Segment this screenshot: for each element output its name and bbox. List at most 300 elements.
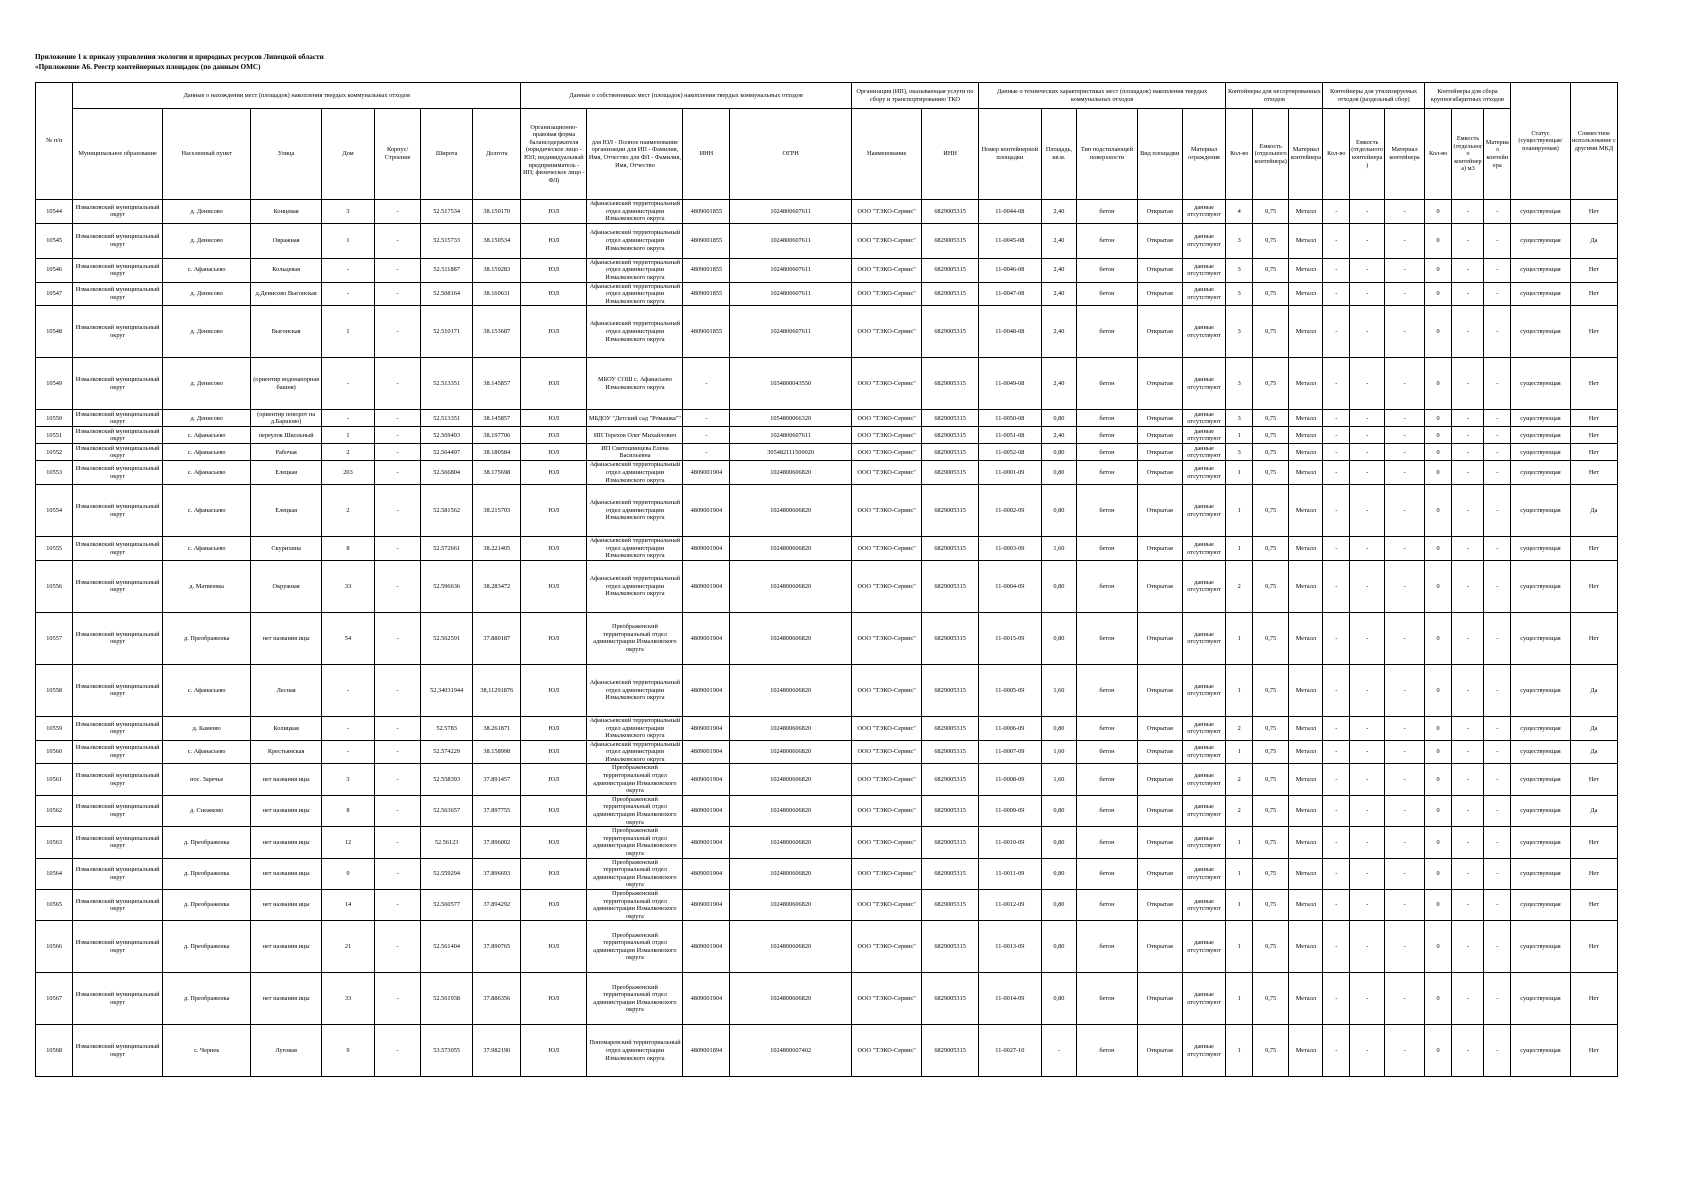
table-cell: 0 [1424, 223, 1452, 258]
table-cell: ЮЛ [521, 858, 587, 889]
table-cell: ЮЛ [521, 306, 587, 358]
table-cell: 10563 [36, 827, 73, 858]
table-cell: МБОУ СОШ с. Афанасьево Измалковского округа [587, 358, 683, 410]
table-cell: Нет [1570, 560, 1617, 612]
table-cell: 4809001904 [683, 827, 730, 858]
table-cell: 1 [321, 306, 374, 358]
table-cell: - [375, 461, 421, 485]
table-cell: Да [1570, 795, 1617, 826]
table-cell: 1,60 [1041, 664, 1076, 716]
table-cell: с. Афанасьево [162, 537, 251, 561]
table-cell: Металл [1289, 485, 1323, 537]
table-cell: 1 [1226, 537, 1253, 561]
table-cell: - [1385, 282, 1424, 306]
table-cell: 4809001904 [683, 889, 730, 920]
table-cell: данные отсутствуют [1182, 664, 1226, 716]
table-cell: - [1385, 410, 1424, 427]
table-cell: 0,75 [1253, 306, 1289, 358]
table-cell: - [1385, 444, 1424, 461]
table-cell: - [1323, 223, 1350, 258]
table-cell: 1,60 [1041, 537, 1076, 561]
table-cell: 11-0015-09 [978, 612, 1041, 664]
table-cell: ООО "ТЭКО-Сервис" [851, 306, 921, 358]
table-cell: - [1385, 427, 1424, 444]
table-cell: данные отсутствуют [1182, 795, 1226, 826]
table-cell: 4809001855 [683, 200, 730, 224]
table-cell: 1,60 [1041, 740, 1076, 764]
table-cell: 1 [1226, 612, 1253, 664]
table-cell: 2 [1226, 764, 1253, 795]
table-cell: 6829005315 [922, 358, 979, 410]
table-cell: 1 [1226, 973, 1253, 1025]
table-cell: - [375, 306, 421, 358]
table-cell: - [1452, 795, 1484, 826]
table-cell: ЮЛ [521, 612, 587, 664]
table-cell: ЮЛ [521, 200, 587, 224]
table-cell: д. Снежково [162, 795, 251, 826]
table-cell: д. Преображенка [162, 827, 251, 858]
table-cell: Измалковский муниципальный округ [73, 200, 163, 224]
table-cell: - [1323, 444, 1350, 461]
table-cell: Преображенский территориальный отдел администрации Измалковского округа [587, 921, 683, 973]
table-cell: 11-0013-09 [978, 921, 1041, 973]
table-cell: 0,75 [1253, 358, 1289, 410]
table-cell: - [1350, 921, 1385, 973]
table-cell: 52.574229 [421, 740, 473, 764]
table-cell: 52.562591 [421, 612, 473, 664]
table-cell: - [1350, 258, 1385, 282]
table-cell: 0,80 [1041, 858, 1076, 889]
table-cell: Измалковский муниципальный округ [73, 921, 163, 973]
table-cell: Измалковский муниципальный округ [73, 358, 163, 410]
table-cell: Металл [1289, 200, 1323, 224]
table-cell: 0 [1424, 664, 1452, 716]
table-cell: существующая [1511, 740, 1571, 764]
table-cell: данные отсутствуют [1182, 444, 1226, 461]
table-cell: 1024800606820 [730, 461, 852, 485]
table-cell: 0 [1424, 410, 1452, 427]
header-num: № п/п [36, 83, 73, 200]
table-cell: Овражная [251, 223, 321, 258]
table-cell: д. Денисово [162, 223, 251, 258]
table-cell: Измалковский муниципальный округ [73, 612, 163, 664]
table-cell: 52,34031944 [421, 664, 473, 716]
table-cell: ЮЛ [521, 973, 587, 1025]
table-cell: 11-0011-09 [978, 858, 1041, 889]
table-cell: существующая [1511, 764, 1571, 795]
table-cell: 4809001904 [683, 740, 730, 764]
table-cell: - [1385, 461, 1424, 485]
table-cell: Афанасьевский территориальный отдел администрации Измалковского округа [587, 200, 683, 224]
table-cell: 0,80 [1041, 560, 1076, 612]
table-cell: 0 [1424, 889, 1452, 920]
table-cell: 0 [1424, 485, 1452, 537]
table-cell: бетон [1077, 223, 1138, 258]
table-cell: существующая [1511, 258, 1571, 282]
table-cell: - [1350, 664, 1385, 716]
table-cell: - [1484, 223, 1511, 258]
table-cell: - [1323, 858, 1350, 889]
table-cell: 4809001904 [683, 485, 730, 537]
table-cell: ООО "ТЭКО-Сервис" [851, 223, 921, 258]
table-row [36, 537, 1618, 561]
table-cell: - [1484, 716, 1511, 740]
table-cell: 1024800606820 [730, 858, 852, 889]
container-sites-registry-table [35, 82, 1618, 1077]
table-cell: Афанасьевский территориальный отдел администрации Измалковского округа [587, 461, 683, 485]
table-cell: 11-0046-08 [978, 258, 1041, 282]
table-cell: - [1350, 200, 1385, 224]
table-cell: 0,80 [1041, 889, 1076, 920]
table-cell: 52.517534 [421, 200, 473, 224]
table-cell: ООО "ТЭКО-Сервис" [851, 664, 921, 716]
table-cell: Да [1570, 740, 1617, 764]
table-cell: 2,40 [1041, 282, 1076, 306]
table-cell: 305482111500020 [730, 444, 852, 461]
table-cell: бетон [1077, 537, 1138, 561]
table-cell: существующая [1511, 485, 1571, 537]
table-cell: с. Афанасьево [162, 444, 251, 461]
table-cell: - [1385, 664, 1424, 716]
table-cell: - [1385, 485, 1424, 537]
header-technical: Данные о технических характеристиках мест (площадок) накопления твердых коммунальных отходов [978, 83, 1226, 109]
table-cell: 53.573055 [421, 1025, 473, 1077]
table-cell: Преображенский территориальный отдел администрации Измалковского округа [587, 612, 683, 664]
table-cell: данные отсутствуют [1182, 306, 1226, 358]
table-cell: 0,80 [1041, 444, 1076, 461]
table-cell: д. Преображенка [162, 973, 251, 1025]
table-cell: 38,11291876 [473, 664, 521, 716]
table-cell: - [1484, 921, 1511, 973]
table-cell: Афанасьевский территориальный отдел администрации Измалковского округа [587, 282, 683, 306]
table-cell: - [1452, 889, 1484, 920]
table-cell: данные отсутствуют [1182, 485, 1226, 537]
table-cell: - [1452, 827, 1484, 858]
table-cell: 11-0004-09 [978, 560, 1041, 612]
table-cell: 10550 [36, 410, 73, 427]
table-cell: 10568 [36, 1025, 73, 1077]
table-cell: 52.513351 [421, 410, 473, 427]
table-cell: 4809001904 [683, 612, 730, 664]
table-row [36, 827, 1618, 858]
table-cell: ЮЛ [521, 560, 587, 612]
table-cell: Металл [1289, 258, 1323, 282]
table-cell: пос. Заречье [162, 764, 251, 795]
table-cell: ООО "ТЭКО-Сервис" [851, 921, 921, 973]
table-cell: 0,80 [1041, 461, 1076, 485]
table-cell: 4809001904 [683, 921, 730, 973]
table-cell: 0 [1424, 200, 1452, 224]
table-cell: - [375, 358, 421, 410]
subheader-cell: Корпус/Строение [375, 109, 421, 200]
table-cell: Скурихина [251, 537, 321, 561]
table-cell: Открытая [1137, 485, 1182, 537]
table-cell: Металл [1289, 612, 1323, 664]
table-cell: 10551 [36, 427, 73, 444]
table-cell: бетон [1077, 444, 1138, 461]
table-cell: ЮЛ [521, 1025, 587, 1077]
table-cell: 4809001904 [683, 560, 730, 612]
table-cell: 1024800607611 [730, 223, 852, 258]
table-cell: - [1452, 560, 1484, 612]
table-cell: 2 [1226, 795, 1253, 826]
table-cell: - [375, 223, 421, 258]
table-cell: - [375, 664, 421, 716]
table-cell: 37.891457 [473, 764, 521, 795]
table-cell: 6829005315 [922, 223, 979, 258]
table-cell: Металл [1289, 889, 1323, 920]
table-cell: 11-0050-08 [978, 410, 1041, 427]
table-cell: 0 [1424, 282, 1452, 306]
table-cell: 203 [321, 461, 374, 485]
table-cell: 2 [1226, 560, 1253, 612]
table-row [36, 764, 1618, 795]
table-cell: нет названия ицы [251, 889, 321, 920]
table-row [36, 306, 1618, 358]
table-cell: данные отсутствуют [1182, 358, 1226, 410]
table-cell: 10553 [36, 461, 73, 485]
table-cell: - [375, 485, 421, 537]
table-cell: - [1452, 282, 1484, 306]
table-cell: - [1484, 358, 1511, 410]
table-cell: - [375, 795, 421, 826]
table-cell: - [1350, 223, 1385, 258]
table-cell: ИП Святошинцева Елена Васильевна [587, 444, 683, 461]
table-cell: 0,75 [1253, 537, 1289, 561]
subheader-cell: Муниципальное образование [73, 109, 163, 200]
table-cell: Открытая [1137, 827, 1182, 858]
table-cell: 1 [1226, 827, 1253, 858]
table-cell: 1024800607402 [730, 1025, 852, 1077]
table-cell: 38.145857 [473, 410, 521, 427]
table-cell: 52.569493 [421, 427, 473, 444]
table-cell: 9 [321, 1025, 374, 1077]
table-cell: Открытая [1137, 560, 1182, 612]
table-cell: 4809001855 [683, 258, 730, 282]
table-cell: - [375, 282, 421, 306]
table-cell: Да [1570, 664, 1617, 716]
table-cell: Открытая [1137, 889, 1182, 920]
table-cell: Открытая [1137, 223, 1182, 258]
table-cell: ЮЛ [521, 537, 587, 561]
table-cell: 1 [321, 223, 374, 258]
table-cell: Афанасьевский территориальный отдел администрации Измалковского округа [587, 716, 683, 740]
table-cell: - [1323, 973, 1350, 1025]
table-cell: 0,75 [1253, 889, 1289, 920]
table-cell: 11-0051-08 [978, 427, 1041, 444]
table-cell: бетон [1077, 612, 1138, 664]
table-cell: 0,75 [1253, 258, 1289, 282]
table-cell: 10545 [36, 223, 73, 258]
table-cell: д. Матвеевка [162, 560, 251, 612]
table-cell: - [1323, 485, 1350, 537]
table-cell: Измалковский муниципальный округ [73, 560, 163, 612]
table-cell: ООО "ТЭКО-Сервис" [851, 444, 921, 461]
table-cell: - [1484, 827, 1511, 858]
table-cell: данные отсутствуют [1182, 282, 1226, 306]
table-cell: данные отсутствуют [1182, 740, 1226, 764]
table-cell: - [1323, 764, 1350, 795]
table-cell: ООО "ТЭКО-Сервис" [851, 282, 921, 306]
table-cell: 11-0001-09 [978, 461, 1041, 485]
title-line-1: Приложение 1 к приказу управления экологии и природных ресурсов Липецкой области [35, 53, 324, 61]
table-cell: - [1323, 358, 1350, 410]
table-cell: 11-0002-09 [978, 485, 1041, 537]
table-row [36, 358, 1618, 410]
table-cell: 38.215703 [473, 485, 521, 537]
header-recyclable: Контейнеры для утилизируемых отходов (раздельный сбор) [1323, 83, 1424, 109]
table-cell: 4809001904 [683, 461, 730, 485]
table-cell: Кольцевая [251, 258, 321, 282]
table-cell: бетон [1077, 664, 1138, 716]
table-cell: 10558 [36, 664, 73, 716]
table-cell: 52.510171 [421, 306, 473, 358]
table-cell: 0,75 [1253, 921, 1289, 973]
table-cell: 0 [1424, 858, 1452, 889]
table-cell: 38.153687 [473, 306, 521, 358]
table-cell: 11-0048-08 [978, 306, 1041, 358]
table-cell: бетон [1077, 427, 1138, 444]
table-cell: 0 [1424, 827, 1452, 858]
table-cell: данные отсутствуют [1182, 200, 1226, 224]
table-cell: 3 [1226, 410, 1253, 427]
table-cell: 38.145857 [473, 358, 521, 410]
table-cell: Измалковский муниципальный округ [73, 795, 163, 826]
table-cell: 10559 [36, 716, 73, 740]
table-cell: 4809001904 [683, 858, 730, 889]
table-cell: 38.159283 [473, 258, 521, 282]
table-row [36, 282, 1618, 306]
table-cell: 0,75 [1253, 410, 1289, 427]
table-cell: - [1323, 740, 1350, 764]
table-cell: 37.896002 [473, 827, 521, 858]
table-cell: 4809001855 [683, 282, 730, 306]
table-cell: данные отсутствуют [1182, 973, 1226, 1025]
table-cell: 12 [321, 827, 374, 858]
header-organization: Организация (ИП), оказывающая услуги по сбору и транспортированию ТКО [851, 83, 978, 109]
table-cell: - [1452, 427, 1484, 444]
table-cell: 6829005315 [922, 664, 979, 716]
table-cell: нет названия ицы [251, 764, 321, 795]
table-cell: - [375, 537, 421, 561]
table-cell: д. Преображенка [162, 858, 251, 889]
table-cell: - [375, 764, 421, 795]
table-cell: - [1385, 827, 1424, 858]
table-cell: 11-0009-09 [978, 795, 1041, 826]
table-cell: 0,80 [1041, 485, 1076, 537]
table-cell: данные отсутствуют [1182, 612, 1226, 664]
table-cell: данные отсутствуют [1182, 827, 1226, 858]
table-cell: - [1484, 444, 1511, 461]
table-cell: 10565 [36, 889, 73, 920]
table-cell: Открытая [1137, 427, 1182, 444]
table-row [36, 889, 1618, 920]
table-cell: - [321, 410, 374, 427]
table-cell: - [321, 716, 374, 740]
table-cell: 3 [1226, 306, 1253, 358]
table-row [36, 461, 1618, 485]
table-cell: - [321, 740, 374, 764]
subheader-cell: Материал ограждения [1182, 109, 1226, 200]
table-cell: - [1323, 1025, 1350, 1077]
subheader-cell: для ЮЛ - Полное наименование организации для ИП - Фамилия, Имя, Отчество для ФЛ - Фамилия, Имя, Отчество [587, 109, 683, 200]
table-cell: 6829005315 [922, 410, 979, 427]
table-cell: Концевая [251, 200, 321, 224]
table-cell: 52.513351 [421, 358, 473, 410]
table-cell: 6829005315 [922, 795, 979, 826]
table-cell: (ориентир водонапорная башня) [251, 358, 321, 410]
table-cell: бетон [1077, 716, 1138, 740]
table-cell: 4809001855 [683, 223, 730, 258]
table-cell: 52.5783 [421, 716, 473, 740]
table-cell: Измалковский муниципальный округ [73, 485, 163, 537]
table-cell: - [1323, 827, 1350, 858]
table-cell: - [1385, 716, 1424, 740]
table-cell: нет названия ицы [251, 973, 321, 1025]
table-cell: бетон [1077, 410, 1138, 427]
table-cell: существующая [1511, 537, 1571, 561]
table-cell: Рабочая [251, 444, 321, 461]
table-cell: Открытая [1137, 1025, 1182, 1077]
table-cell: 52.561938 [421, 973, 473, 1025]
table-cell: ООО "ТЭКО-Сервис" [851, 764, 921, 795]
table-cell: 11-0005-09 [978, 664, 1041, 716]
table-cell: 6829005315 [922, 306, 979, 358]
table-cell: - [1350, 973, 1385, 1025]
table-cell: Металл [1289, 560, 1323, 612]
table-cell: - [375, 973, 421, 1025]
table-cell: - [1041, 1025, 1076, 1077]
table-cell: ООО "ТЭКО-Сервис" [851, 560, 921, 612]
table-cell: бетон [1077, 306, 1138, 358]
table-cell: Афанасьевский территориальный отдел администрации Измалковского округа [587, 223, 683, 258]
table-cell: 3 [1226, 258, 1253, 282]
table-cell: 11-0044-08 [978, 200, 1041, 224]
table-cell: Нет [1570, 282, 1617, 306]
table-cell: 33 [321, 973, 374, 1025]
table-cell: 14 [321, 889, 374, 920]
header-assorted: Контейнеры для несортированных отходов [1226, 83, 1323, 109]
table-cell: 0,75 [1253, 223, 1289, 258]
table-cell: д. Преображенка [162, 889, 251, 920]
table-cell: 10544 [36, 200, 73, 224]
table-cell: 6829005315 [922, 827, 979, 858]
table-cell: 38.158998 [473, 740, 521, 764]
table-cell: бетон [1077, 764, 1138, 795]
table-cell: нет названия ицы [251, 612, 321, 664]
table-cell: - [1350, 764, 1385, 795]
table-cell: - [1484, 410, 1511, 427]
table-cell: 38.150534 [473, 223, 521, 258]
table-cell: данные отсутствуют [1182, 258, 1226, 282]
table-cell: данные отсутствуют [1182, 1025, 1226, 1077]
table-cell: - [683, 410, 730, 427]
table-cell: Металл [1289, 764, 1323, 795]
subheader-cell: Емкость (отдельного контейнера) [1253, 109, 1289, 200]
table-cell: Металл [1289, 795, 1323, 826]
table-cell: 2,40 [1041, 306, 1076, 358]
subheader-cell: Материал контейнера [1484, 109, 1511, 200]
table-cell: 11-0027-10 [978, 1025, 1041, 1077]
table-cell: 0,75 [1253, 795, 1289, 826]
table-cell: 10564 [36, 858, 73, 889]
table-cell: бетон [1077, 461, 1138, 485]
table-cell: ЮЛ [521, 795, 587, 826]
table-cell: 10554 [36, 485, 73, 537]
table-cell: 0 [1424, 1025, 1452, 1077]
table-cell: 37.894292 [473, 889, 521, 920]
table-cell: - [1452, 258, 1484, 282]
